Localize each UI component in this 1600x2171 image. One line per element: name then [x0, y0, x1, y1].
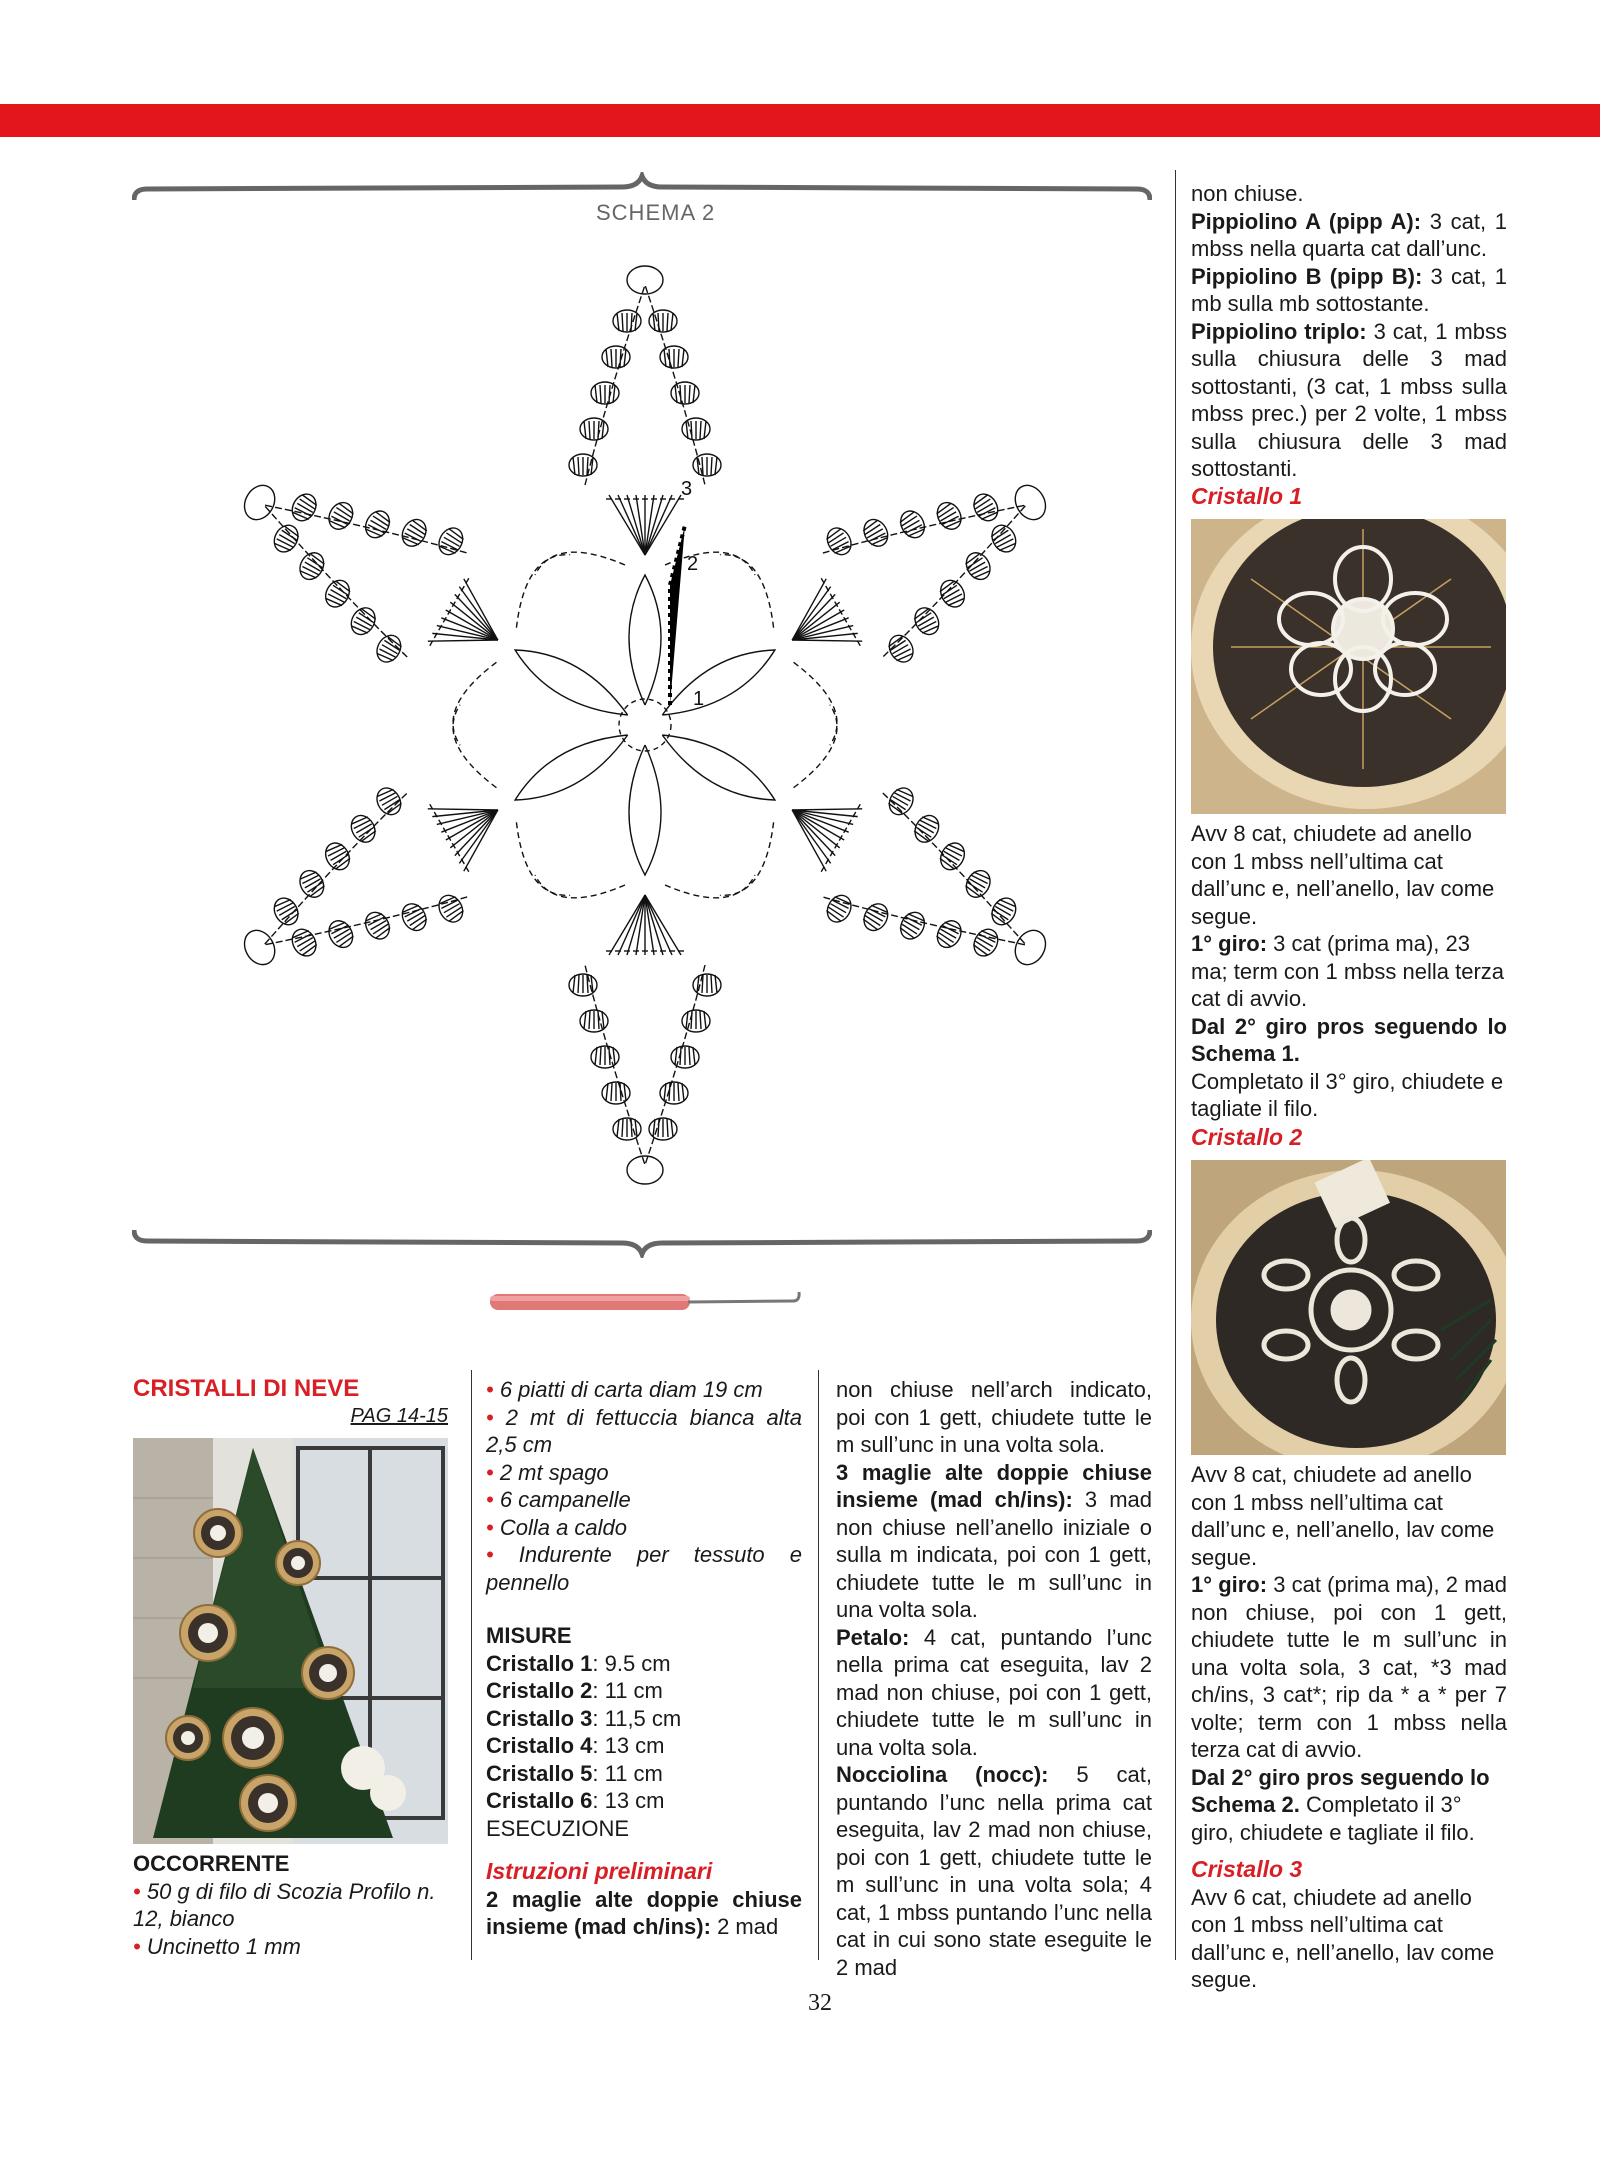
- column-divider: [1175, 170, 1176, 1960]
- round-label: 3: [681, 478, 693, 500]
- cristallo2-photo: [1191, 1160, 1506, 1455]
- misura-row: Cristallo 1: 9.5 cm: [486, 1650, 671, 1676]
- cristallo2-text: [1191, 1461, 1507, 1994]
- cristallo1-dal2: Dal 2° giro pros seguendo lo Schema 1.: [1191, 1013, 1507, 1066]
- misura-row: Cristallo 6: 13 cm: [486, 1788, 665, 1813]
- mad2-text: 2 mad: [710, 1914, 779, 1939]
- misura-row: Cristallo 2: 11 cm: [486, 1678, 663, 1703]
- cristallo1-section: [1191, 483, 1507, 511]
- cristallo2-section: [1191, 1124, 1507, 1152]
- mad2-continuation: non chiuse nell’arch indicato, poi con 1 gett, chiudete tutte le m sull’unc in una volta sola.: [836, 1377, 1152, 1457]
- mad2-label: 2 maglie alte doppie chiuse insieme (mad ch/ins):: [486, 1886, 802, 1939]
- cristallo2-end: Completato il 3° giro, chiudete e tagliate il filo.: [1191, 1792, 1475, 1845]
- mad3-text: 3 mad non chiuse nell’anello iniziale o sulla m indicata, poi con 1 gett, chiudete tutte le m sull’unc in una volta sola.: [836, 1487, 1152, 1622]
- misura-row: Cristallo 5: 11 cm: [486, 1760, 663, 1786]
- cristallo2-giro1-label: 1° giro:: [1191, 1572, 1268, 1597]
- cristallo1-text: [1191, 820, 1507, 1123]
- material-item: • 2 mt di fettuccia bianca alta 2,5 cm: [486, 1404, 802, 1457]
- schema-frame-top: [132, 172, 1152, 202]
- nocciolina-label: Nocciolina (nocc):: [836, 1762, 1049, 1787]
- esecuzione-title: ESECUZIONE: [486, 1815, 630, 1841]
- pipp-a-label: Pippiolino A (pipp A):: [1191, 208, 1422, 234]
- petalo-text: 4 cat, puntando l’unc nella prima cat eseguita, lav 2 mad non chiuse, poi con 1 gett, chiudete tutte le m sull’unc in una volta sola.: [836, 1624, 1152, 1760]
- page-reference: PAG 14-15: [350, 1404, 448, 1427]
- pipp-b-text: 3 cat, 1 mb sulla mb sottostante.: [1191, 263, 1507, 316]
- column-1-header: [133, 1375, 448, 1430]
- schema-frame-bottom: [132, 1228, 1152, 1258]
- intro-end: non chiuse.: [1191, 181, 1304, 206]
- nocciolina-text: 5 cat, puntando l’unc nella prima cat eseguita, lav 2 mad non chiuse, poi con 1 gett, chiudete tutte le m sull’unc in una volta sola; 4 cat, 1 mbss puntando l’unc nella cat in cui sono state eseguite le 2 mad: [836, 1762, 1152, 1980]
- material-item: • 6 piatti di carta diam 19 cm: [486, 1377, 763, 1402]
- cristallo1-photo: [1191, 519, 1506, 814]
- column-divider: [818, 1370, 819, 1960]
- top-red-bar: [0, 104, 1600, 137]
- material-item: • 2 mt spago: [486, 1459, 609, 1485]
- pipp-triplo-text: 3 cat, 1 mbss sulla chiusura delle 3 mad sottostanti, (3 cat, 1 mbss sulla mbss prec.) per 2 volte, 1 mbss sulla chiusura delle 3 mad sottostanti.: [1191, 318, 1507, 481]
- occorrente-item: • 50 g di filo di Scozia Profilo n. 12, bianco: [133, 1878, 436, 1931]
- misura-row: Cristallo 3: 11,5 cm: [486, 1705, 682, 1731]
- cristallo2-text1: Avv 8 cat, chiudete ad anello con 1 mbss nell’ultima cat dall’unc e, nell’anello, lav come segue.: [1191, 1462, 1495, 1570]
- petalo-label: Petalo:: [836, 1624, 910, 1650]
- crochet-diagram: [215, 245, 1075, 1205]
- misure-title: MISURE: [486, 1623, 572, 1648]
- cristallo3-title: Cristallo 3: [1191, 1856, 1303, 1882]
- page-number: 32: [808, 1990, 832, 2016]
- column-2: [486, 1376, 802, 1941]
- cristallo1-giro1-text: 3 cat (prima ma), 23 ma; term con 1 mbss nella terza cat di avvio.: [1191, 931, 1505, 1011]
- cristallo3-text1: Avv 6 cat, chiudete ad anello con 1 mbss nell’ultima cat dall’unc e, nell’anello, lav come segue.: [1191, 1884, 1495, 1992]
- cristallo2-title: Cristallo 2: [1191, 1124, 1303, 1150]
- crochet-hook-image: [488, 1282, 808, 1322]
- cristallo1-giro1-label: 1° giro:: [1191, 931, 1268, 956]
- material-item: • 6 campanelle: [486, 1487, 631, 1512]
- round-label: 1: [693, 688, 705, 710]
- column-1-occorrente: [133, 1850, 453, 1960]
- cristallo1-text1: Avv 8 cat, chiudete ad anello con 1 mbss nell’ultima cat dall’unc e, nell’anello, lav come segue.: [1191, 821, 1495, 929]
- column-divider: [471, 1370, 472, 1960]
- cristallo2-giro1-text: 3 cat (prima ma), 2 mad non chiuse, poi con 1 gett, chiudete tutte le m sull’unc in una volta sola, 3 cat, *3 mad ch/ins, 3 cat*; rip da * a * per 7 volte; term con 1 mbss nella terza cat di avvio.: [1191, 1572, 1507, 1762]
- material-item: • Colla a caldo: [486, 1514, 628, 1540]
- cristallo1-end: Completato il 3° giro, chiudete e tagliate il filo.: [1191, 1068, 1504, 1121]
- article-title: CRISTALLI DI NEVE: [133, 1375, 360, 1402]
- pipp-a-text: 3 cat, 1 mbss nella quarta cat dall’unc.: [1191, 208, 1507, 261]
- pipp-triplo-label: Pippiolino triplo:: [1191, 318, 1367, 344]
- istruzioni-title: Istruzioni preliminari: [486, 1858, 713, 1884]
- round-label: 2: [687, 553, 699, 575]
- occorrente-title: OCCORRENTE: [133, 1851, 290, 1876]
- mad3-label: 3 maglie alte doppie chiuse insieme (mad ch/ins):: [836, 1459, 1152, 1512]
- occorrente-item: • Uncinetto 1 mm: [133, 1933, 301, 1959]
- material-item: • Indurente per tessuto e pennello: [486, 1542, 802, 1595]
- schema-title: SCHEMA 2: [596, 200, 716, 225]
- cristallo1-title: Cristallo 1: [1191, 483, 1303, 509]
- cristallo2-dal2: Dal 2° giro pros seguendo lo Schema 2.: [1191, 1764, 1490, 1817]
- right-column: [1191, 180, 1507, 483]
- column-3: [836, 1376, 1152, 1981]
- misura-row: Cristallo 4: 13 cm: [486, 1733, 665, 1758]
- pipp-b-label: Pippiolino B (pipp B):: [1191, 263, 1423, 289]
- christmas-tree-photo: [133, 1438, 448, 1844]
